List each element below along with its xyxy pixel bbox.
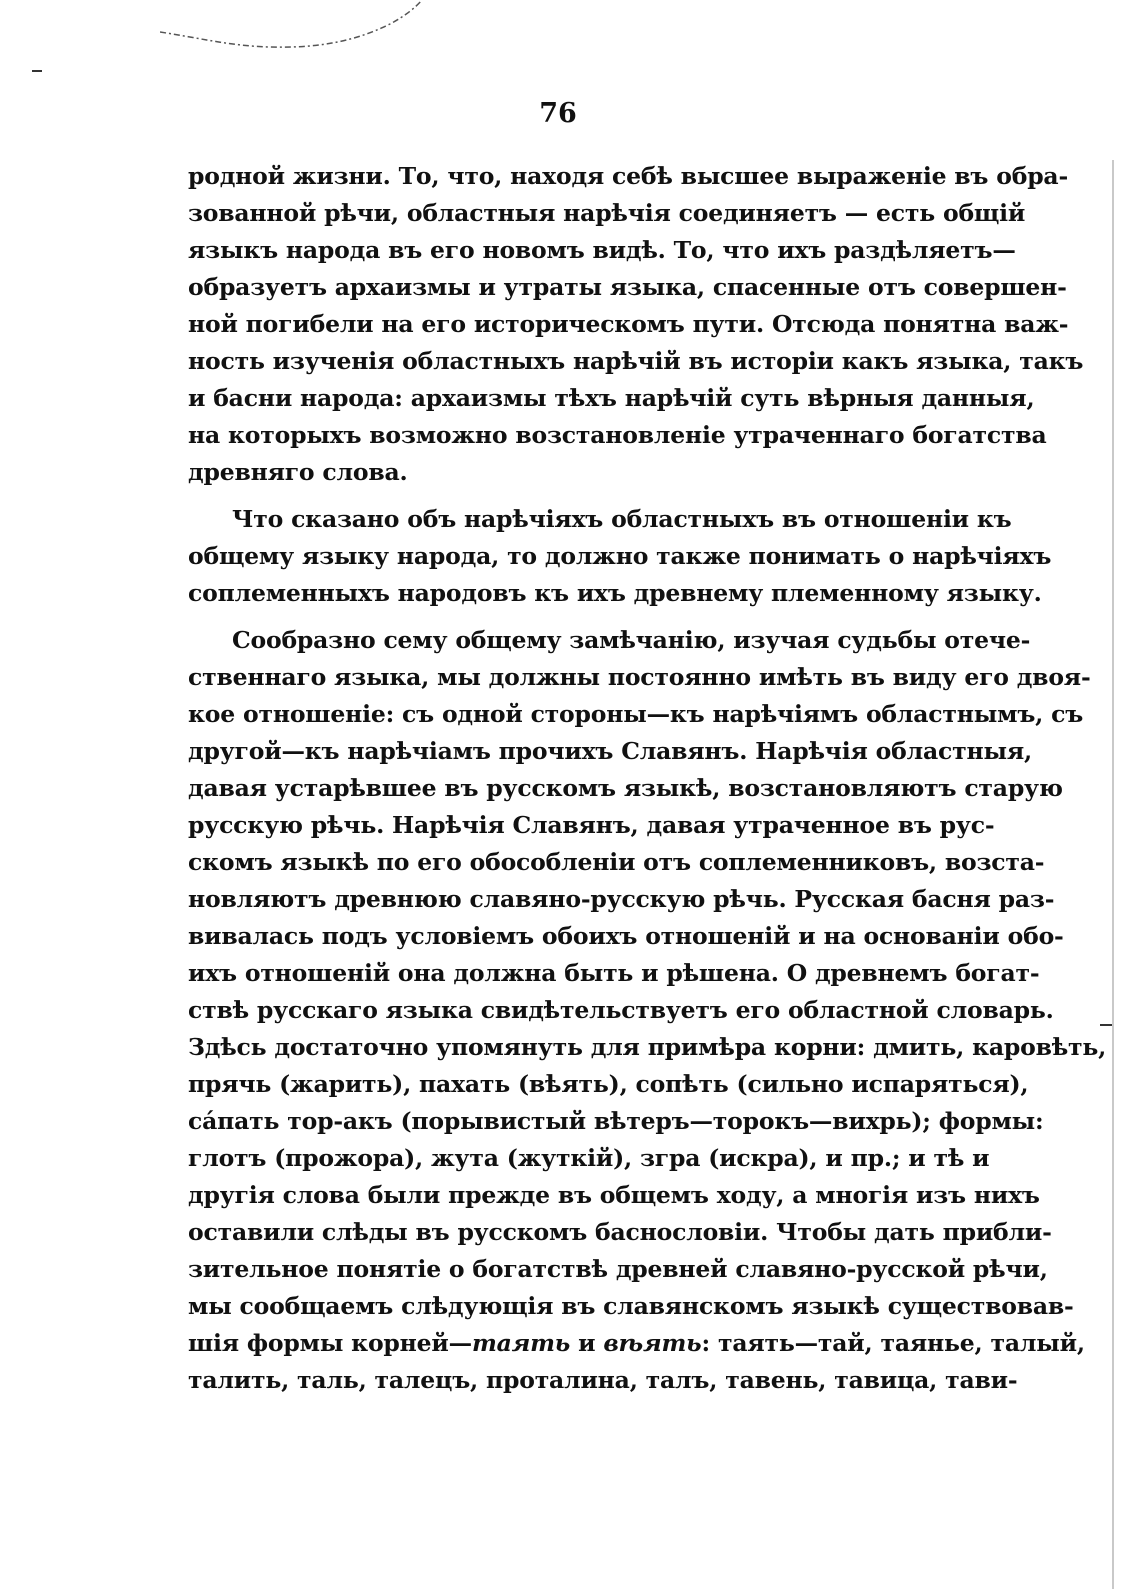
text-line: и басни народа: архаизмы тѣхъ нарѣчій суть вѣрныя данныя,: [188, 384, 1035, 412]
paragraph-3: [188, 622, 1107, 1399]
text-line: давая устарѣвшее въ русскомъ языкѣ, возстановляютъ старую: [188, 774, 1063, 802]
paragraph-1: [188, 158, 1084, 491]
text-line: вивалась подъ условіемъ обоихъ отношеній и на основаніи обо-: [188, 922, 1064, 950]
text-line: общему языку народа, то должно также понимать о нарѣчіяхъ: [188, 542, 1052, 570]
page-number: 76: [539, 98, 577, 129]
text-line: родной жизни. То, что, находя себѣ высшее выраженіе въ обра-: [188, 162, 1069, 190]
text-run: и: [570, 1329, 604, 1357]
text-line: Здѣсь достаточно упомянуть для примѣра корни: дмить, каровѣть,: [188, 1033, 1107, 1061]
text-line: ной погибели на его историческомъ пути. Отсюда понятна важ-: [188, 310, 1069, 338]
scan-artifact-right-tick: [1100, 1024, 1112, 1026]
text-line: на которыхъ возможно возстановленіе утраченнаго богатства: [188, 421, 1047, 449]
text-line: новляютъ древнюю славяно-русскую рѣчь. Русская басня раз-: [188, 885, 1055, 913]
text-line-italic-mix: [188, 1325, 1085, 1362]
text-line: ствѣ русскаго языка свидѣтельствуетъ его областной словарь.: [188, 996, 1054, 1024]
text-line: древняго слова.: [188, 458, 408, 486]
text-line: ность изученія областныхъ нарѣчій въ исторіи какъ языка, такъ: [188, 347, 1084, 375]
italic-word: таять: [471, 1329, 571, 1357]
text-line: русскую рѣчь. Нарѣчія Славянъ, давая утраченное въ рус-: [188, 811, 995, 839]
text-run: : таять—тай, таянье, талый,: [701, 1329, 1085, 1357]
text-line: языкъ народа въ его новомъ видѣ. То, что ихъ раздѣляетъ—: [188, 236, 1016, 264]
text-line: Что сказано объ нарѣчіяхъ областныхъ въ отношеніи къ: [232, 505, 1012, 533]
text-line: скомъ языкѣ по его обособленіи отъ соплеменниковъ, возста-: [188, 848, 1045, 876]
text-line: зованной рѣчи, областныя нарѣчія соединяетъ — есть общій: [188, 199, 1026, 227]
text-line: кое отношеніе: съ одной стороны—къ нарѣчіямъ областнымъ, съ: [188, 700, 1084, 728]
text-line: другія слова были прежде въ общемъ ходу, а многія изъ нихъ: [188, 1181, 1040, 1209]
body-text: [188, 158, 1107, 1399]
text-line: мы сообщаемъ слѣдующія въ славянскомъ языкѣ существовав-: [188, 1292, 1074, 1320]
text-line: ихъ отношеній она должна быть и рѣшена. О древнемъ богат-: [188, 959, 1040, 987]
text-line: оставили слѣды въ русскомъ баснословіи. Чтобы дать прибли-: [188, 1218, 1052, 1246]
italic-word: вѣять: [603, 1329, 702, 1357]
text-line: талить, таль, талецъ, проталина, талъ, тавень, тавица, тави-: [188, 1366, 1018, 1394]
scan-artifact-right-edge: [1112, 160, 1114, 1589]
text-line: образуетъ архаизмы и утраты языка, спасенные отъ совершен-: [188, 273, 1067, 301]
text-run: шія формы корней—: [188, 1329, 472, 1357]
text-line: сáпать тор-акъ (порывистый вѣтеръ—торокъ—вихрь); формы:: [188, 1107, 1044, 1135]
text-line: ственнаго языка, мы должны постоянно имѣть въ виду его двоя-: [188, 663, 1091, 691]
text-line: Сообразно сему общему замѣчанію, изучая судьбы отече-: [232, 626, 1031, 654]
paragraph-2: [188, 501, 1052, 612]
text-line: прячь (жарить), пахать (вѣять), сопѣть (сильно испаряться),: [188, 1070, 1029, 1098]
scan-artifact-top: [160, 0, 430, 60]
text-line: другой—къ нарѣчіамъ прочихъ Славянъ. Нарѣчія областныя,: [188, 737, 1032, 765]
scan-artifact-left-dash: [32, 70, 42, 72]
text-line: глотъ (прожора), жута (жуткій), згра (искра), и пр.; и тѣ и: [188, 1144, 990, 1172]
text-line: соплеменныхъ народовъ къ ихъ древнему племенному языку.: [188, 579, 1042, 607]
text-line: зительное понятіе о богатствѣ древней славяно-русской рѣчи,: [188, 1255, 1048, 1283]
